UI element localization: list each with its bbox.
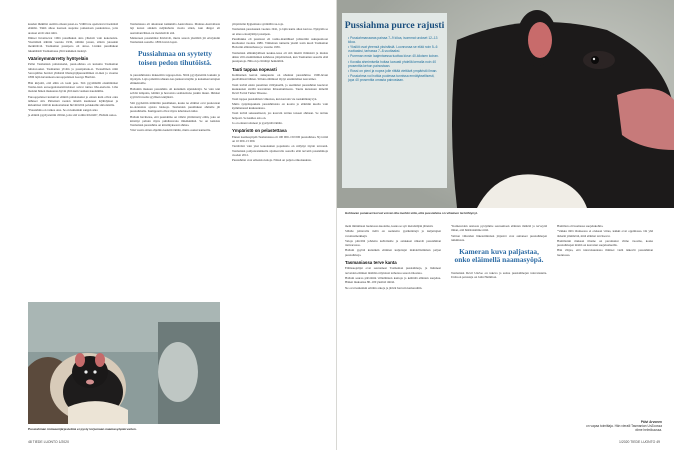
- paragraph: Tauti tappaa pussiahman viikoissa, kun kasvain vie ruokkimiskyvyn.: [232, 96, 318, 101]
- paragraph: Hän vihjaa, että tulevaisuudessa ihmiset vielä näkevät pussiahman luonnossa.: [557, 248, 653, 257]
- paragraph: "Pussiahma on vaikea otus. Se on kuitenkin sangen arka: [28, 108, 98, 113]
- author-name: Päivi Arvonen: [640, 420, 662, 424]
- paragraph: Hallam seuraa päivittäin villieläinten kantoja ja kehittää eläinten suojelua. Hänen mukaansa 80–100 yksilöä riittää.: [345, 276, 441, 285]
- subheading: Tasmaniassa terve kanta: [345, 260, 397, 266]
- fact-box: [342, 13, 447, 188]
- subheading: Väärinymmärretty hyötyeläin: [28, 56, 89, 62]
- paragraph: Tasmanian Devil UnZoo on tukeva ja auttaa pussiahmojen tulevaisuutta. UnZoon perustaja on John Hamilton.: [451, 270, 547, 279]
- fact-list: [348, 36, 441, 83]
- paragraph: Tasmaniassa eli aikoinaan kaikkialla Australiassa. Manner-Australiasta laji katosi ainakin neljätuhatta vuotta sitten, kun dingot eli australianvilikoi-rat metsästivät sitä.: [130, 22, 220, 35]
- subheading: Tauti tappaa nopeasti: [232, 66, 277, 72]
- paragraph: Hän kirjoitti, että eläin on tosin peto. Sitä pyytämällä ensimmäiset Tasma-nian eurooppalaisetsiirtolaiset saivat tuntea liha-aterioita. Liha maistui hänen mukaansa hyvin yhtä kuin vasikan naudanliha.: [28, 80, 118, 94]
- right-column-2: [451, 224, 547, 279]
- paragraph: Hallam havittelee, että pussiahma on väärin ymmärretty eläin, joka on kärsinyt pahoin myös puhdistavana ilmeikkäänä. Se on kaikista Tasmanian pussiahma on kärsimyksessä ahmaa.: [130, 114, 220, 128]
- paragraph: Pallet Tasmanian paholaiselei, pussi-ahmaa on kutsuttu Tasmanian tuholai-seksi. Tasmanian ylväin ja pussipiruak-si. Tieteellinen nimi Sarcophilus harrisii yhdistää lihansyöjäpussieläimen ni-men ja vuonna 1806 lajin kuvanneen eurooppalaisen George Harrisin.: [28, 62, 118, 80]
- paragraph: Tauti leviää seksuaalisesti, jos kasvain tarttuu toiseen ahmaan. Se tarttuu helposti. Se kauhea asia on.: [232, 111, 328, 120]
- paragraph: Valtion vihreiden liiketoiminnan järjestöt ovat auttaneet pussiahmojen tutkimusta.: [451, 233, 547, 242]
- photo-caption: Pussiahman immuunijärjestelmä ei pysty torjumaan naamasyöpää varten.: [28, 427, 137, 431]
- photo-caption: Hohtavan punaiset korvat voivat olla merkki siitä, että pussiahma on vihainen tai kiihtynyt.: [345, 211, 478, 215]
- paragraph: Mantereen pussiahmat hävisivät, mutta saaren yksilöitä jäi eristyksiin Tasmanian saarelle. 1800-luvun lopul-: [130, 35, 220, 45]
- paragraph: Kolmannen kerran sukupuutto on uhannut pussiahmaa 1990-luvun puolivälissä lähtien. Silloin eläimissä löytyi ensimmäiset kasvaimet.: [232, 73, 328, 82]
- paragraph: Sillalle johtavalla tiellä on asennettu pysäköintejä ja kuljettajien varoitusmerkkejä.: [345, 229, 441, 238]
- fact-box-title: Pussiahma purce rajusti: [344, 20, 445, 31]
- paragraph: Pussiahmat ovat erikoisia kaloja. Niissä on paljon erikoisuuksia.: [232, 158, 312, 163]
- paragraph: Jo on ennen taitaneet ja pysäyttää tämän.: [232, 121, 283, 126]
- fact-item: • Pussiahma voi hotkia puolessa tunnissa ennätyksellisesti, jopa 40 prosenttia omasta painostaan.: [348, 74, 441, 82]
- middle-column: [232, 22, 328, 163]
- fact-item: • Rossi on pieni ja nopea jolle riittää viettävä ympäristö ilman.: [348, 69, 441, 73]
- paragraph: kauden ilkikilisi otettiin omaan pussi-sa. Välillä ne opettelevat itsenäistä elämää. Tämä alkaa naaraan suojelee poikasiaan peukaloissa, jotta urokset eivät söisi niitä.: [28, 22, 118, 35]
- paragraph: Tauti leviää ensin puremien välityksellä, ja useimmat pussiahmat kuolevat kuukausien sisällä kasvainten ilmaantumisesta. Tautia kutsutaan nimellä Devil Facial Tumor Disease.: [232, 82, 328, 96]
- left-column-1: [28, 22, 118, 117]
- paragraph: "Vaikka tällä tilanteessa ei olekaan viirus, kaikki ovat oppimassa. On yhä tärkeää ymmärtää, mitä eläimet tarvitsevat.: [557, 229, 653, 238]
- paragraph: Hallamin mukaan pussiahma oli kuitenkin sijaiskärsijä. Se vain teki selvää lampaita, lehmiä ja hevosista saalistettuna jonkin muun. Ihmiset syyttivät naalia syyllisen tekijöistä.: [130, 86, 220, 100]
- paragraph: Muita syöpätapauksia pussiahmoista on koottu ja eläimiin kuolla vain kymmenessä kuukaudessa.: [232, 101, 328, 111]
- paragraph: Eläinsuojelijat ovat seuranneet Tasmanian pussiahmoja, ja lisänneet terveiden eläinten määrää erityisissä tarhoissa saaren itäosissa.: [345, 266, 441, 275]
- author-credit: [582, 420, 662, 432]
- paragraph: Hamiltonin mukaan tilanne on parantunut viime vuosina, koska pussiahmojen määrä on kasvanut suojelualueilla.: [557, 238, 653, 248]
- paragraph: Ilmiset havaitsevat villiä pussihukan aina yhteistä vain kokonaista. Yksittäisiä nähtiin vuonna 1936, nähtiin jotaan, silloin joissakin merkittäviä. Tasmanian pussipeto oli ainoa. Lisäksi pussihukan lukumäärät Tasmaniassa ylitti kaikkien tiedetyt.: [28, 35, 118, 53]
- paragraph: Eurooppalaiset kutsuivat eläintä paholaiseksi jo ennen kuin olivat edes nähneet sitä. Pimeässä raadon ääreltä kuuluneet ärjähdykset ja kirkumiset riittivät kuulostamaan hirvittäviltä pelokkaille siirtolaisille.: [28, 94, 118, 108]
- paragraph: Tasmanian pussisusien vuonna 1941, ja lajin kanta alkoi kasvaa. Nykyään se on ainoa eloonjäänyt pussipeto.: [232, 27, 328, 36]
- paragraph: "Kameroiden ansiosta pystymme seuraamaan eläinten määrää ja terveyttä ilman, että häiritsisimme niitä.: [451, 224, 547, 233]
- left-column-2: [130, 22, 220, 133]
- author-note: on vapaa toimittaja. Hän vieraili Tasmanian UnZoossa viime helmikuussa.: [586, 424, 662, 432]
- paragraph: mein miinimaan luonnossa kuolema, koska se syö metsästäjän jätteistä.: [345, 224, 434, 228]
- paragraph: ympäristön hygieniasta syömällä raa-toja.: [232, 22, 284, 26]
- paragraph: Tasmanian eläinkirjallisen keskus-tessa eli sitä miettii ihmisistä ja muista uhkia villi ensimmäinen kahdessa ympäristössä, kun Tasmanian saarella elää pussipetoja. Hän on jo liittänyt henkilöitä.: [232, 50, 328, 64]
- paragraph: Valoja päivällä johdettu kahvilaalle ja asiakkaat näkevät pussiahman tienvarressa.: [345, 238, 441, 248]
- pull-quote: Pussiahmaa on syytetty toisen pedon tihutöistä.: [138, 49, 212, 67]
- paragraph: Hamilton oli luomassa suojelukohtia.: [557, 224, 604, 228]
- page-footer-left: 48 TIEDE LUONTO 1/2020: [28, 440, 69, 444]
- paragraph: Ne ovat kuitenkin erittäin arkoja ja jäävät harvoin kameroihin.: [345, 285, 423, 290]
- fact-item: • Pureman ensin laajentaessa tuottaa kivun 40-kiloisen koiran.: [348, 54, 441, 58]
- page-footer-right: 1/2020 TIEDE LUONTO 49: [619, 440, 660, 444]
- paragraph: la pussiahmoista maksettiin tappopa-lkio. Niitä pyydystettiin loukuin ja myrkyin. Lajia pidettiin uhkana kar-jankasvattajille ja kanankasvattajien elinkeinoille.: [130, 72, 220, 86]
- fact-item: • Yksilöt ovat yleensä yksinäisiä. Luonnossa se elää noin 5–6 vuotiaaksi, tarhassa 7–8-vuotiaaksi.: [348, 45, 441, 53]
- fact-item: • Kovalla ahmimisella hoitaa luovasti yhdellä kerralla noin 40 prosenttia kehon painostaan.: [348, 60, 441, 68]
- paragraph: Hallam pyytää kuitenkin eläinten kuljettajat mahdollisimman paljon pussiahmoja.: [345, 248, 441, 257]
- paragraph: ja eläintä pyydystettiin villinä, jotta sitä voitiin hävittää", Hallam sanoo.: [28, 112, 118, 117]
- paragraph: Sitä pyydettiin nimittäin pussihukan, koska ne eläimet ovat puolestaan ka-dotetuista ajoista laiskoja. Tasmanian pussihukan ahmalle jäi pussiahmalle. Kumppanit olivat myös tuholaisen tuhot.: [130, 100, 220, 114]
- devil-held-illustration: [28, 302, 220, 424]
- paragraph: Viisi vuotta sitten ohjelma keskitti tämän, mutta osaksi kannoilla.: [130, 128, 211, 133]
- paragraph: Ennen naamasyöpää Tasmaniassa eli 100 000–150 000 pussiahmaa. Nyt niitä on 10 000–15 000.: [232, 134, 328, 144]
- right-column-3: [557, 224, 653, 257]
- subheading: Ympäristö on pelastettava: [232, 128, 287, 134]
- fact-item: • Pussiahmanaaras painaa 7–9 kiloa, isommat urokset 12–13 kiloa.: [348, 36, 441, 44]
- right-column-1: [345, 224, 441, 290]
- paragraph: Tiettävästi vain yksi kokonainen populaatio on säilynyt täysin terveenä. Tasmanian pohjoisrannikolla sijaitsevalla saarella elää terveitä pussiahmoja vuoden 2012.: [232, 144, 328, 157]
- paragraph: Pussihukka eli pussisusi eli tasma-nianiihkeri julistettiin sukupuuttoon kuolleeksi vuonna 1986. Viimeinen tunnettu yksilö tosin kuoli Tasmanian Hobartin eläintarhassa jo vuonna 1936.: [232, 36, 328, 50]
- right-page: [337, 0, 674, 450]
- devil-held-photo: [28, 302, 220, 424]
- pull-quote: Kameran kuva paljastaa, onko eläimellä naamasyöpä.: [454, 247, 544, 265]
- left-page-right-column: [228, 0, 336, 450]
